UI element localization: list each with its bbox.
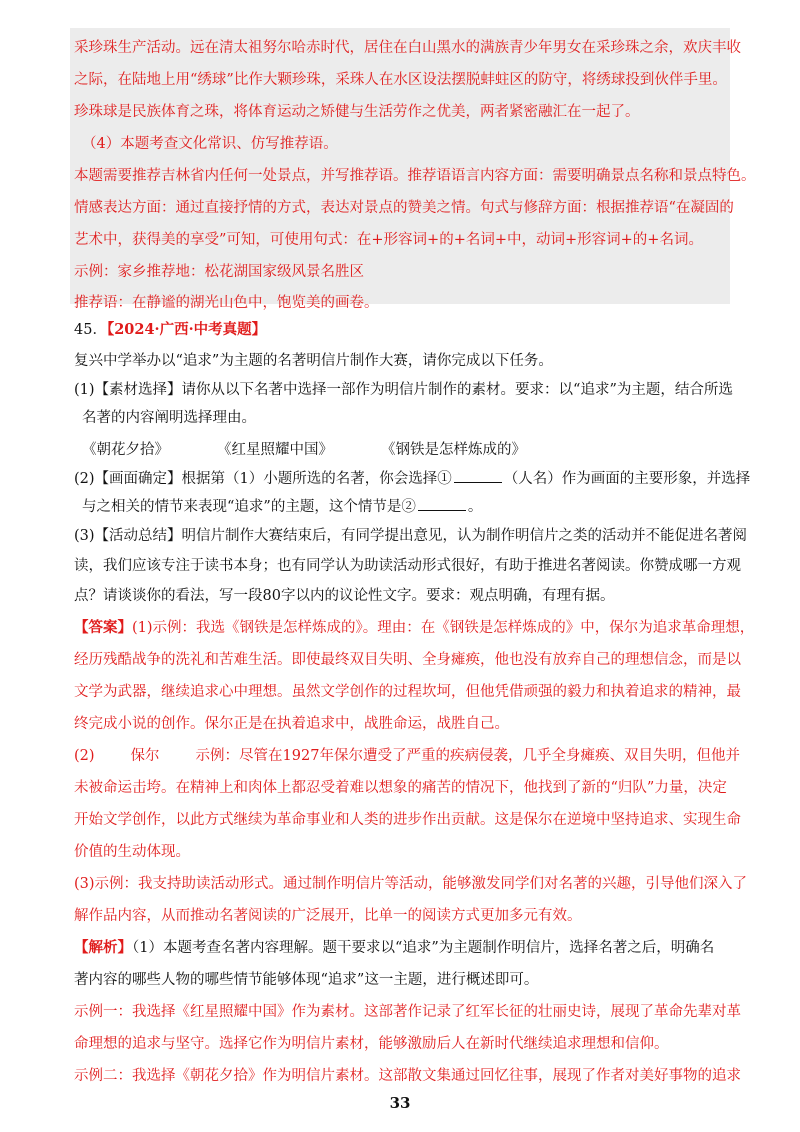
analysis-tag: 【解析】 <box>74 939 132 956</box>
text-line: 点？请谈谈你的看法，写一段80字以内的议论性文字。要求：观点明确，有理有据。 <box>74 588 615 604</box>
text-line: 价值的生动体现。 <box>74 844 190 860</box>
task-2-line <box>74 468 750 489</box>
answer-text: 示例：尽管在1927年保尔遭受了严重的疾病侵袭，几乎全身瘫痪、双目失明，但他并 <box>195 748 740 764</box>
text-line: 示例一：我选择《红星照耀中国》作为素材。这部著作记录了红军长征的壮丽史诗，展现了革命先辈对革 <box>74 1004 741 1020</box>
text-line: 珍珠球是民族体育之珠，将体育运动之矫健与生活劳作之优美，两者紧密融汇在一起了。 <box>74 104 640 120</box>
answer-text: (1)示例：我选《钢铁是怎样炼成的》。理由：在《钢铁是怎样炼成的》中，保尔为追求革命理想， <box>132 620 755 636</box>
text-line: 文学为武器，继续追求心中理想。虽然文学创作的过程坎坷，但他凭借顽强的毅力和执着追求的精神，最 <box>74 684 741 700</box>
text-line: 开始文学创作，以此方式继续为革命事业和人类的进步作出贡献。这是保尔在逆境中坚持追求、实现生命 <box>74 812 741 828</box>
book-option: 《朝花夕拾》 <box>82 442 169 458</box>
text-line: 读，我们应该专注于读书本身；也有同学认为助读活动形式很好，有助于推进名著阅读。你赞成哪一方观 <box>74 558 741 574</box>
text-line: （4）本题考查文化常识、仿写推荐语。 <box>82 136 338 152</box>
answer-name: 保尔 <box>130 748 160 764</box>
question-source: 【2024·广西·中考真题】 <box>106 321 267 338</box>
task-2-text: (2)【画面确定】根据第（1）小题所选的名著，你会选择① <box>74 471 452 487</box>
fill-blank <box>454 468 502 483</box>
page-number: 33 <box>389 1094 411 1112</box>
question-number: 45． <box>74 322 107 338</box>
answer-tag: 【答案】 <box>74 619 132 636</box>
text-line: 未被命运击垮。在精神上和肉体上都忍受着难以想象的痛苦的情况下，他找到了新的“归队”力量，决定 <box>74 780 727 796</box>
text-line: 著内容的哪些人物的哪些情节能够体现“追求”这一主题，进行概述即可。 <box>74 972 539 988</box>
text-line: 推荐语：在静谧的湖光山色中，饱览美的画卷。 <box>74 295 379 311</box>
text-line: (3)【活动总结】明信片制作大赛结束后，有同学提出意见，认为制作明信片之类的活动并不能促进名著阅 <box>74 528 748 544</box>
text-line: 终完成小说的创作。保尔正是在执着追求中，战胜命运，战胜自己。 <box>74 716 509 732</box>
text-line: 复兴中学举办以“追求”为主题的名著明信片制作大赛，请你完成以下任务。 <box>74 353 553 369</box>
text-line: 采珍珠生产活动。远在清太祖努尔哈赤时代，居住在白山黑水的满族青少年男女在采珍珠之余，欢庆丰收 <box>74 40 741 56</box>
text-line: 本题需要推荐吉林省内任何一处景点，并写推荐语。推荐语语言内容方面：需要明确景点名称和景点特色。 <box>74 168 756 184</box>
task-2-text: 与之相关的情节来表现“追求”的主题，这个情节是② <box>82 499 416 515</box>
fill-blank <box>418 496 466 511</box>
text-line: 名著的内容阐明选择理由。 <box>82 410 256 426</box>
text-line: (3)示例：我支持助读活动形式。通过制作明信片等活动，能够激发同学们对名著的兴趣，引导他们深入了 <box>74 876 748 892</box>
task-2-line <box>82 496 482 517</box>
book-option: 《钢铁是怎样炼成的》 <box>381 442 526 458</box>
text-line: 艺术中，获得美的享受”可知，可使用句式：在+形容词+的+名词+中，动词+形容词+的+名词。 <box>74 232 703 248</box>
text-line: 解作品内容，从而推动名著阅读的广泛展开，比单一的阅读方式更加多元有效。 <box>74 908 582 924</box>
text-line: 之际，在陆地上用“绣球”比作大颗珍珠，采珠人在水区设法摆脱蚌蛀区的防守，将绣球投到伙伴手里。 <box>74 72 727 88</box>
text-line: 命理想的追求与坚守。选择它作为明信片素材，能够激励后人在新时代继续追求理想和信仰。 <box>74 1036 669 1052</box>
analysis-line <box>74 938 714 958</box>
text-line: 示例二：我选择《朝花夕拾》作为明信片素材。这部散文集通过回忆往事，展现了作者对美好事物的追求 <box>74 1068 741 1084</box>
book-option: 《红星照耀中国》 <box>217 442 333 458</box>
task-2-text: 。 <box>467 499 483 515</box>
analysis-text: （1）本题考查名著内容理解。题干要求以“追求”为主题制作明信片，选择名著之后，明确名 <box>132 940 715 956</box>
answer-line <box>74 618 754 638</box>
question-header <box>74 320 266 340</box>
answer-number: (2) <box>74 748 95 764</box>
book-options <box>82 440 526 460</box>
task-2-text: （人名）作为画面的主要形象，并选择 <box>503 471 751 487</box>
text-line: 示例：家乡推荐地：松花湖国家级风景名胜区 <box>74 264 364 280</box>
text-line: 经历残酷战争的洗礼和苦难生活。即使最终双目失明、全身瘫痪，他也没有放弃自己的理想信念，而是以 <box>74 652 741 668</box>
answer-line <box>74 746 740 766</box>
text-line: 情感表达方面：通过直接抒情的方式，表达对景点的赞美之情。句式与修辞方面：根据推荐语“在凝固的 <box>74 200 734 216</box>
text-line: (1)【素材选择】请你从以下名著中选择一部作为明信片制作的素材。要求：以“追求”为主题，结合所选 <box>74 382 733 398</box>
